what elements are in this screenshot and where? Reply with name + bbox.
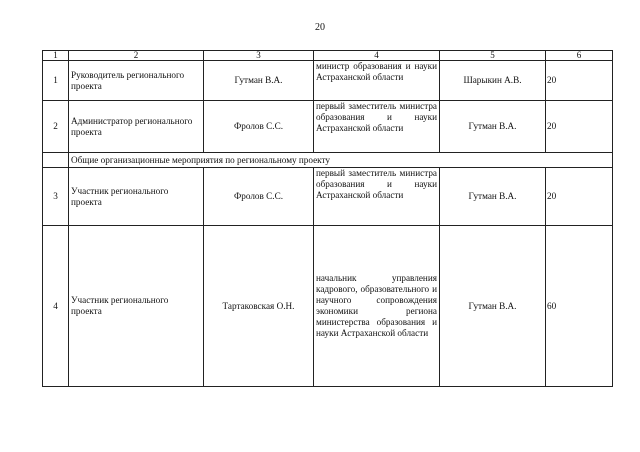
role-cell: Руководитель регионального проекта bbox=[69, 61, 204, 101]
row-number: 3 bbox=[43, 168, 69, 226]
person-name-cell: Фролов С.С. bbox=[204, 168, 314, 226]
column-header: 4 bbox=[314, 51, 440, 61]
hours-cell: 60 bbox=[546, 226, 613, 387]
role-cell: Участник регионального проекта bbox=[69, 168, 204, 226]
hours-cell: 20 bbox=[546, 101, 613, 153]
table-row bbox=[43, 226, 613, 387]
person-name-cell: Тартаковская О.Н. bbox=[204, 226, 314, 387]
role-cell: Администратор регионального проекта bbox=[69, 101, 204, 153]
project-team-table bbox=[42, 50, 613, 387]
column-header: 3 bbox=[204, 51, 314, 61]
hours-cell: 20 bbox=[546, 61, 613, 101]
supervisor-cell: Гутман В.А. bbox=[440, 101, 546, 153]
person-name-cell: Фролов С.С. bbox=[204, 101, 314, 153]
person-name-cell: Гутман В.А. bbox=[204, 61, 314, 101]
hours-cell: 20 bbox=[546, 168, 613, 226]
section-row bbox=[43, 153, 613, 168]
supervisor-cell: Гутман В.А. bbox=[440, 168, 546, 226]
position-cell: первый заместитель министра образования и науки Астраханской области bbox=[314, 168, 440, 226]
column-header: 5 bbox=[440, 51, 546, 61]
table-row bbox=[43, 101, 613, 153]
position-cell: министр образования и науки Астраханской области bbox=[314, 61, 440, 101]
table-row bbox=[43, 61, 613, 101]
supervisor-cell: Шарыкин А.В. bbox=[440, 61, 546, 101]
column-number-row bbox=[43, 51, 613, 61]
role-cell: Участник регионального проекта bbox=[69, 226, 204, 387]
column-header: 2 bbox=[69, 51, 204, 61]
column-header: 6 bbox=[546, 51, 613, 61]
page-number: 20 bbox=[315, 22, 325, 33]
table-row bbox=[43, 168, 613, 226]
section-title: Общие организационные мероприятия по региональному проекту bbox=[69, 153, 613, 168]
position-cell: начальник управления кадрового, образовательного и научного сопровождения экономики региона министерства образования и науки Астраханской области bbox=[314, 226, 440, 387]
row-number: 1 bbox=[43, 61, 69, 101]
row-number: 4 bbox=[43, 226, 69, 387]
column-header: 1 bbox=[43, 51, 69, 61]
section-empty-cell bbox=[43, 153, 69, 168]
supervisor-cell: Гутман В.А. bbox=[440, 226, 546, 387]
position-cell: первый заместитель министра образования и науки Астраханской области bbox=[314, 101, 440, 153]
row-number: 2 bbox=[43, 101, 69, 153]
